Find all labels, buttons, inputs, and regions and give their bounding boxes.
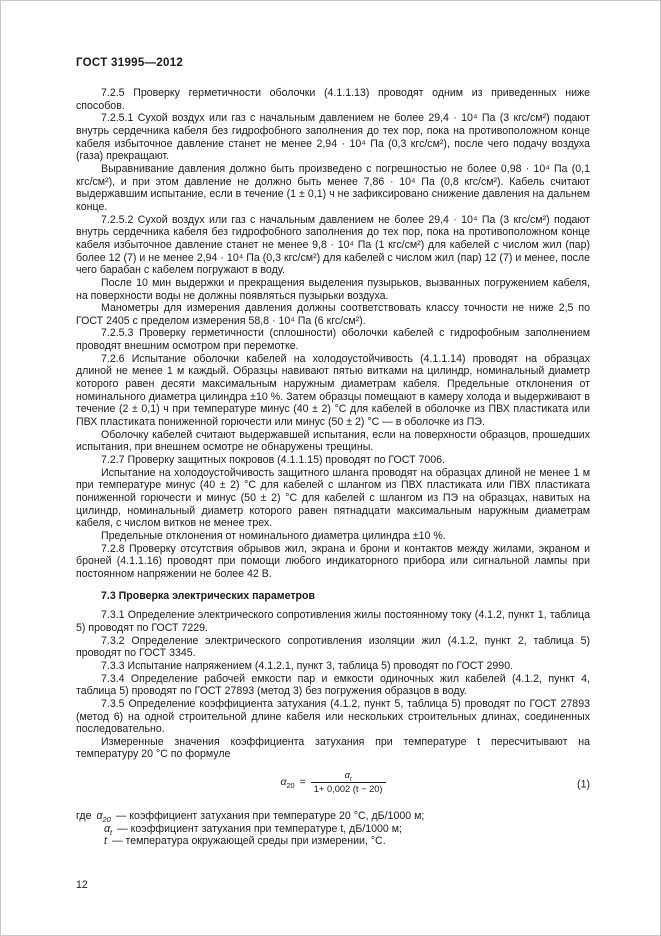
paragraph: 7.2.8 Проверку отсутствия обрывов жил, экрана и брони и контактов между жилами, экраном и броней (4.1.1.16) проводят при помощи любого индикаторного прибора или сигнальной лампы при постоянном напряжении не более 42 В.: [76, 542, 590, 580]
symbol-alpha20: $\alpha_{20}$: [96, 810, 111, 825]
paragraph: После 10 мин выдержки и прекращения выделения пузырьков, вызванных погружением кабеля, на поверхности воды не должны появляться пузырьки воздуха.: [76, 276, 590, 302]
paragraph: Измеренные значения коэффициента затухания при температуре t пересчитывают на температуру 20 °С по формуле: [76, 735, 590, 761]
paragraph: Испытание на холодоустойчивость защитного шланга проводят на образцах длиной не менее 1 м при температуре минус (40 ± 2) °С для кабелей с шлангом из ПВХ пластиката или ПВХ пластиката пониженной горючести и минус (50 ± 2) °С для кабелей с шлангом из ПЭ на образцах, навитых на цилиндр, номинальный диаметр которого равен пятнадцати максимальным наружным диаметрам кабеля, с числом витков не менее трех.: [76, 466, 590, 530]
paragraph: Предельные отклонения от номинального диаметра цилиндра ±10 %.: [101, 529, 446, 542]
where-block: [76, 810, 590, 848]
where-definition: — коэффициент затухания при температуре t, дБ/1000 м;: [117, 822, 402, 835]
formula-lhs: $\alpha_{20}$: [280, 776, 295, 791]
paragraph: 7.2.5.1 Сухой воздух или газ с начальным давлением не более 29,4 · 10⁴ Па (3 кгс/см²) подают внутрь сердечника кабеля без гидрофобного заполнения до тех пор, пока на противоположном конце кабеля избыточное давление станет не менее 2,94 · 10⁴ Па (0,3 кгс/см²), после чего подачу воздуха (газа) прекращают.: [76, 112, 590, 163]
fraction-numerator: $\alpha_t$: [344, 770, 352, 783]
paragraph: Оболочку кабелей считают выдержавшей испытания, если на поверхности образцов, прошедших испытания, при внешнем осмотре не обнаружены трещины.: [76, 428, 590, 454]
paragraph: 7.2.5.2 Сухой воздух или газ с начальным давлением не более 29,4 · 10⁴ Па (3 кгс/см²) подают внутрь сердечника кабеля без гидрофобного заполнения до тех пор, пока на противоположном конце кабеля избыточное давление станет не менее 9,8 · 10⁴ Па (1 кгс/см²) для кабелей с числом жил (пар) более 12 (7) и не менее 2,94 · 10⁴ Па (0,3 кгс/см²) для кабелей с числом жил (пар) 12 (7) и менее, после чего барабан с кабелем погружают в воду.: [76, 213, 590, 277]
document-body: [76, 87, 590, 848]
paragraph: 7.3.4 Определение рабочей емкости пар и емкости одиночных жил кабелей (4.1.2, пункт 4, таблица 5) проводят по ГОСТ 27893 (метод 3) без погружения образцов в воду.: [76, 672, 590, 698]
paragraph: 7.3.3 Испытание напряжением (4.1.2.1, пункт 3, таблица 5) проводят по ГОСТ 2990.: [101, 659, 514, 672]
paragraph: Выравнивание давления должно быть произведено с погрешностью не более 0,98 · 10⁴ Па (0,1 кгс/см²), и при этом давление не должно быть менее 7,86 · 10⁴ Па (0,8 кгс/см²). Кабель считают выдержавшим испытание, если в течение (1 ± 0,1) ч не зафиксировано снижение давления на дальнем конце.: [76, 162, 590, 213]
paragraph: 7.3.5 Определение коэффициента затухания (4.1.2, пункт 5, таблица 5) проводят по ГОСТ 27893 (метод 6) на одной строительной длине кабеля или нескольких строительных длинах, соединенных последовательно.: [76, 697, 590, 736]
where-definition: — коэффициент затухания при температуре 20 °С, дБ/1000 м;: [115, 810, 425, 823]
paragraph: Манометры для измерения давления должны соответствовать классу точности не ниже 2,5 по ГОСТ 2405 с пределом измерения 58,8 · 10⁴ Па (6 кгс/см²).: [76, 302, 590, 327]
equation-number: (1): [577, 778, 590, 791]
paragraph: 7.2.5.3 Проверку герметичности (сплошности) оболочки кабелей с гидрофобным заполнением проводят внешним осмотром при перемотке.: [76, 327, 590, 353]
document-number: ГОСТ 31995—2012: [76, 57, 184, 69]
symbol-t: t: [104, 835, 107, 848]
formula-body: [280, 770, 385, 795]
paragraph: 7.3.2 Определение электрического сопротивления изоляции жил (4.1.2, пункт 2, таблица 5) проводят по ГОСТ 3345.: [76, 634, 590, 660]
fraction: [311, 770, 386, 795]
paragraph: 7.2.5 Проверку герметичности оболочки (4.1.1.13) проводят одним из приведенных ниже способов.: [76, 87, 590, 112]
section-heading: 7.3 Проверка электрических параметров: [101, 589, 315, 602]
page-number: 12: [76, 879, 88, 891]
formula: [76, 770, 590, 800]
paragraph: 7.3.1 Определение электрического сопротивления жилы постоянному току (4.1.2, пункт 1, таблица 5) проводят по ГОСТ 7229.: [76, 609, 590, 634]
paragraph: 7.2.7 Проверку защитных покровов (4.1.1.15) проводят по ГОСТ 7006.: [101, 454, 446, 467]
where-line: [76, 835, 590, 848]
symbol-alpha-t: $\alpha_t$: [104, 822, 113, 837]
paragraph: 7.2.6 Испытание оболочки кабелей на холодоустойчивость (4.1.1.14) проводят на образцах длиной не менее 1 м каждый. Образцы навивают пятью витками на цилиндр, номинальный диаметр которого равен десяти максимальным наружным диаметрам кабеля. Предельные отклонения от номинального диаметра цилиндра ±10 %. Затем образцы помещают в камеру холода и выдерживают в течение (2 ± 0,1) ч при температуре минус (40 ± 2) °С для кабелей в оболочке из ПВХ пластиката или ПВХ пластиката пониженной горючести или минус (50 ± 2) °С — в оболочке из ПЭ.: [76, 352, 590, 429]
where-line: [76, 823, 590, 836]
fraction-denominator: 1+ 0,002 (t − 20): [311, 782, 386, 795]
where-definition: — температура окружающей среды при измерении, °С.: [111, 835, 386, 848]
where-line: где $\alpha_{20}$ — коэффициент затухания при температуре 20 °С, дБ/1000 м;: [76, 810, 425, 825]
equals-sign: =: [299, 776, 306, 789]
